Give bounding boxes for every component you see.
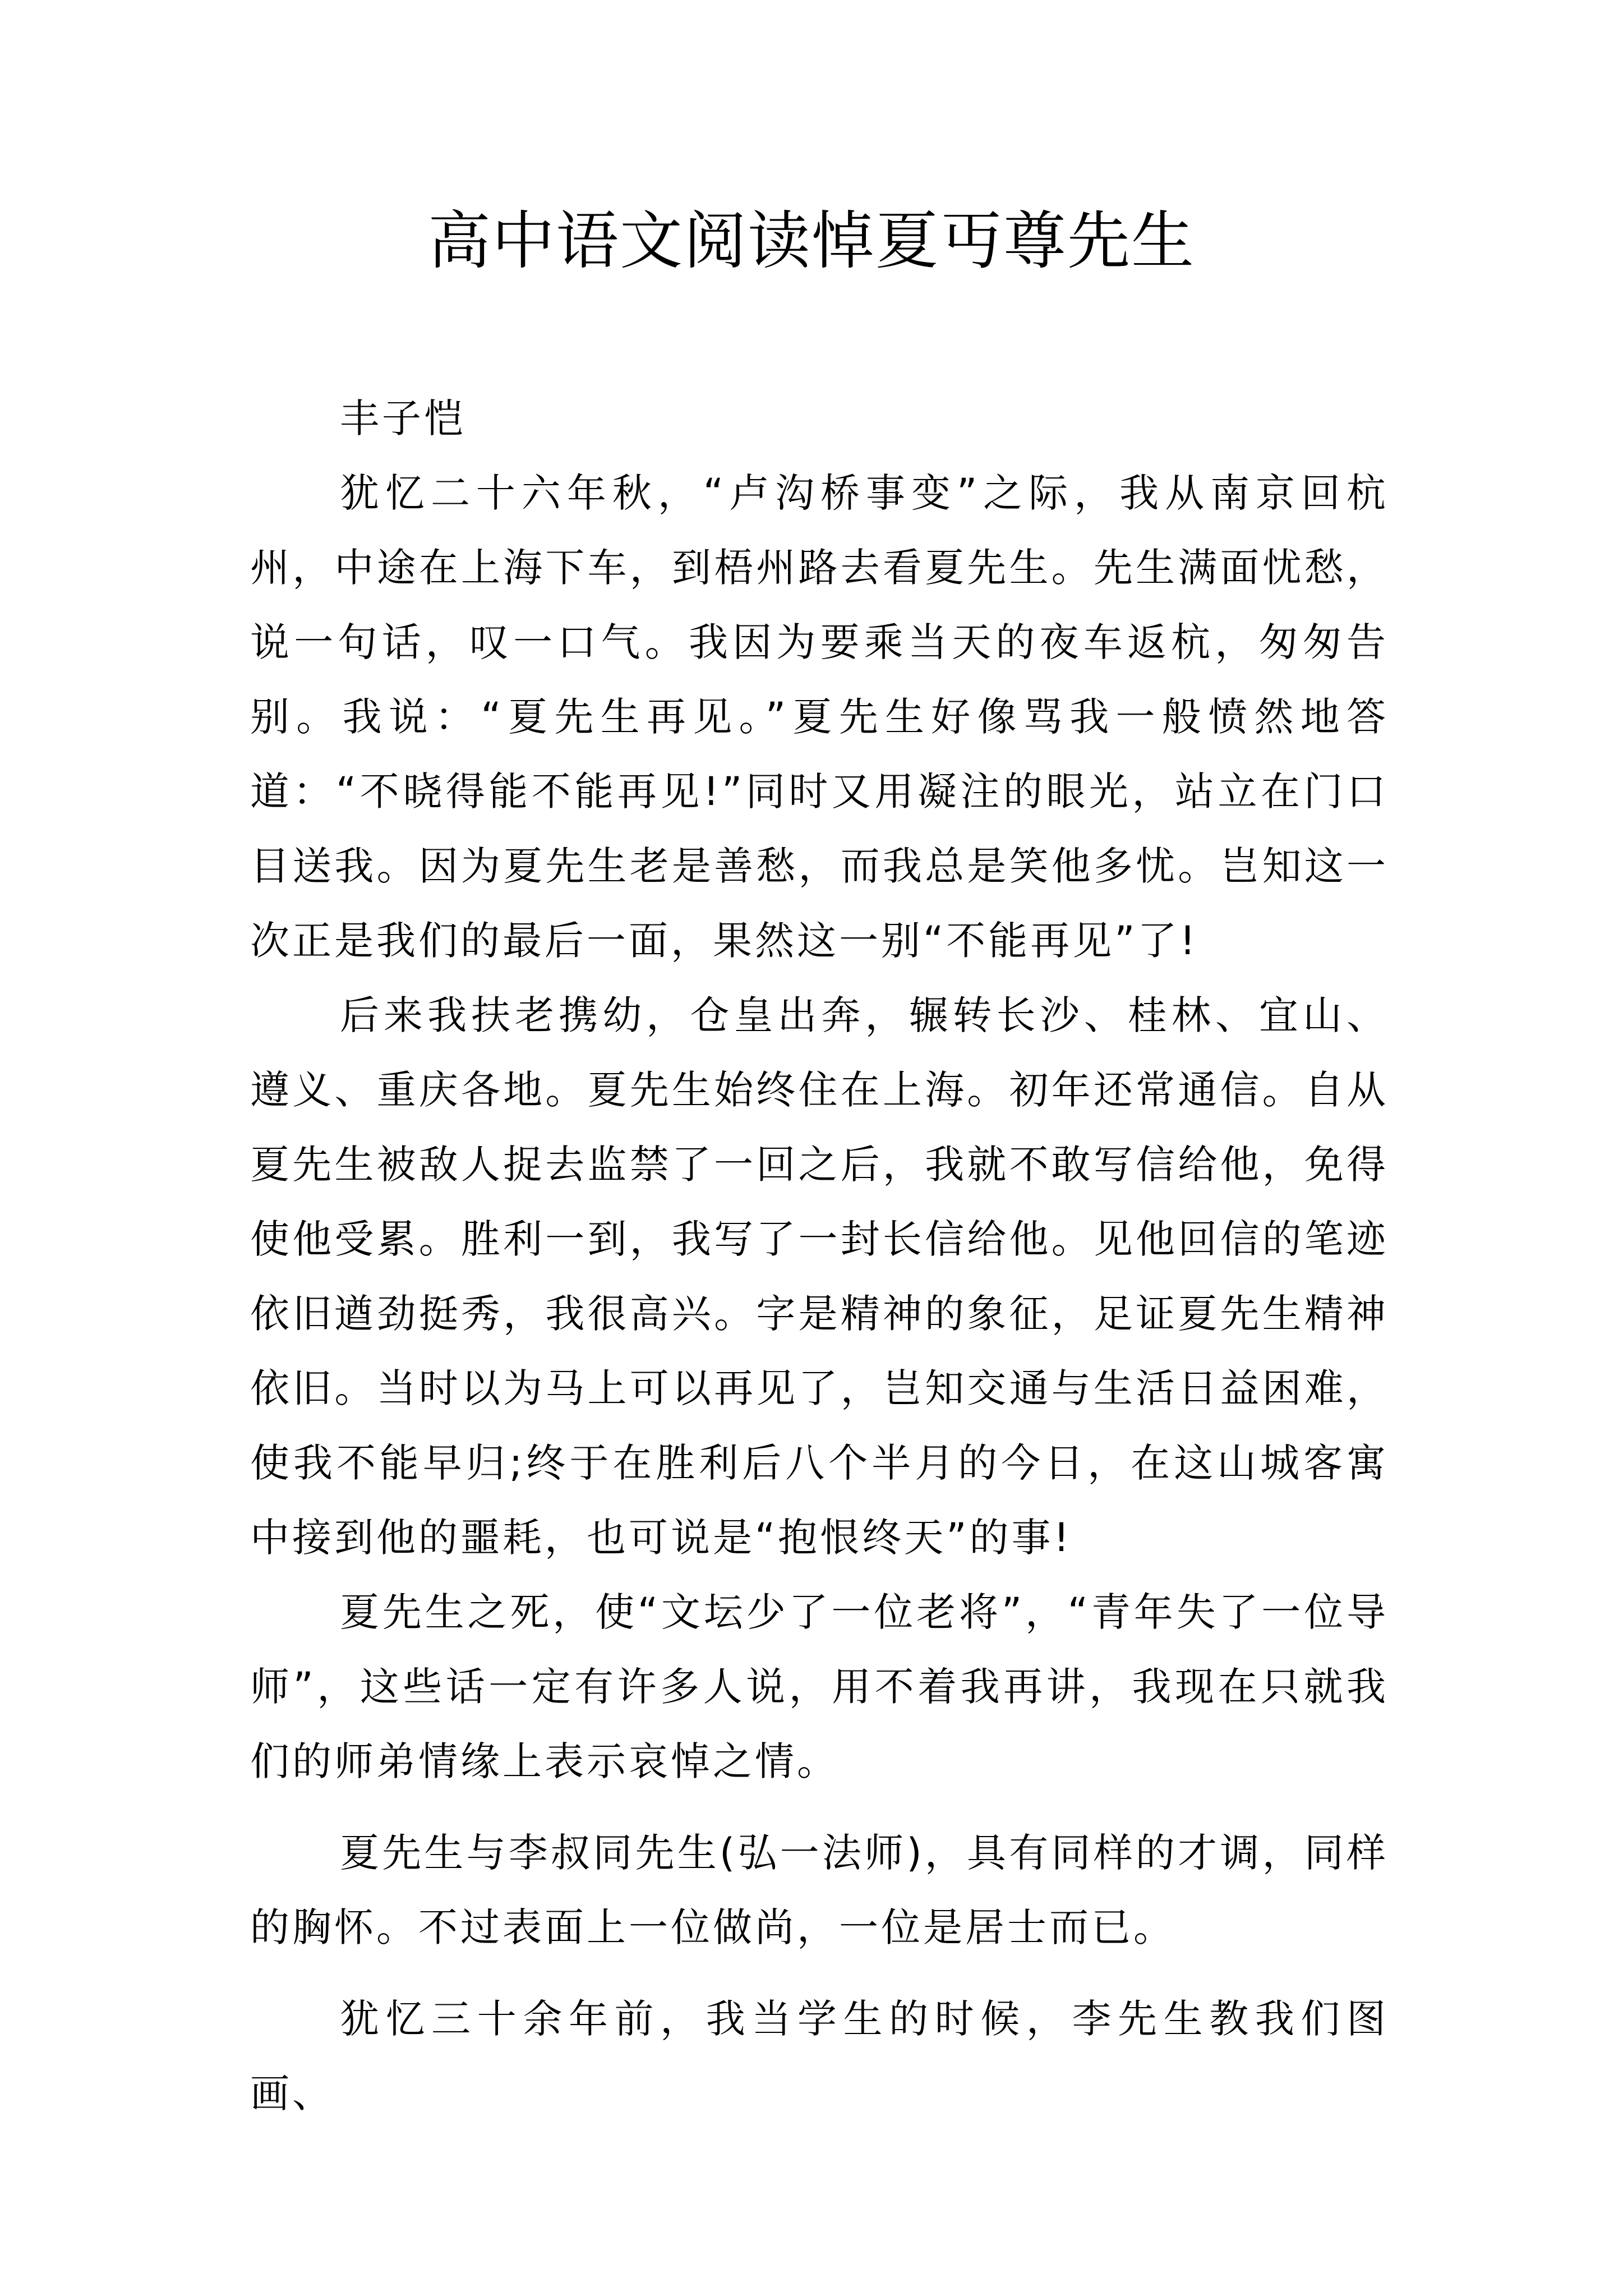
paragraph-3: 夏先生之死，使“文坛少了一位老将”，“青年失了一位导师”，这些话一定有许多人说，用不着我再讲，我现在只就我们的师弟情缘上表示哀悼之情。 [250,1589,1389,1784]
page-title: 高中语文阅读悼夏丏尊先生 [428,205,1195,278]
paragraph-5: 犹忆三十余年前，我当学生的时候，李先生教我们图画、 [250,1996,1389,2116]
author-line: 丰子恺 [340,395,466,441]
article-body [250,381,1389,2131]
paragraph-4: 夏先生与李叔同先生(弘一法师)，具有同样的才调，同样的胸怀。不过表面上一位做尚，一位是居士而已。 [250,1830,1389,1950]
paragraph-1: 犹忆二十六年秋，“卢沟桥事变”之际，我从南京回杭州，中途在上海下车，到梧州路去看夏先生。先生满面忧愁，说一句话，叹一口气。我因为要乘当天的夜车返杭，匆匆告别。我说：“夏先生再见。”夏先生好像骂我一般愤然地答道：“不晓得能不能再见!”同时又用凝注的眼光，站立在门口目送我。因为夏先生老是善愁，而我总是笑他多忧。岂知这一次正是我们的最后一面，果然这一别“不能再见”了! [250,470,1389,964]
paragraph-2: 后来我扶老携幼，仓皇出奔，辗转长沙、桂林、宜山、遵义、重庆各地。夏先生始终住在上海。初年还常通信。自从夏先生被敌人捉去监禁了一回之后，我就不敢写信给他，免得使他受累。胜利一到，我写了一封长信给他。见他回信的笔迹依旧遒劲挺秀，我很高兴。字是精神的象征，足证夏先生精神依旧。当时以为马上可以再见了，岂知交通与生活日益困难，使我不能早归;终于在胜利后八个半月的今日，在这山城客寓中接到他的噩耗，也可说是“抱恨终天”的事! [250,992,1389,1561]
